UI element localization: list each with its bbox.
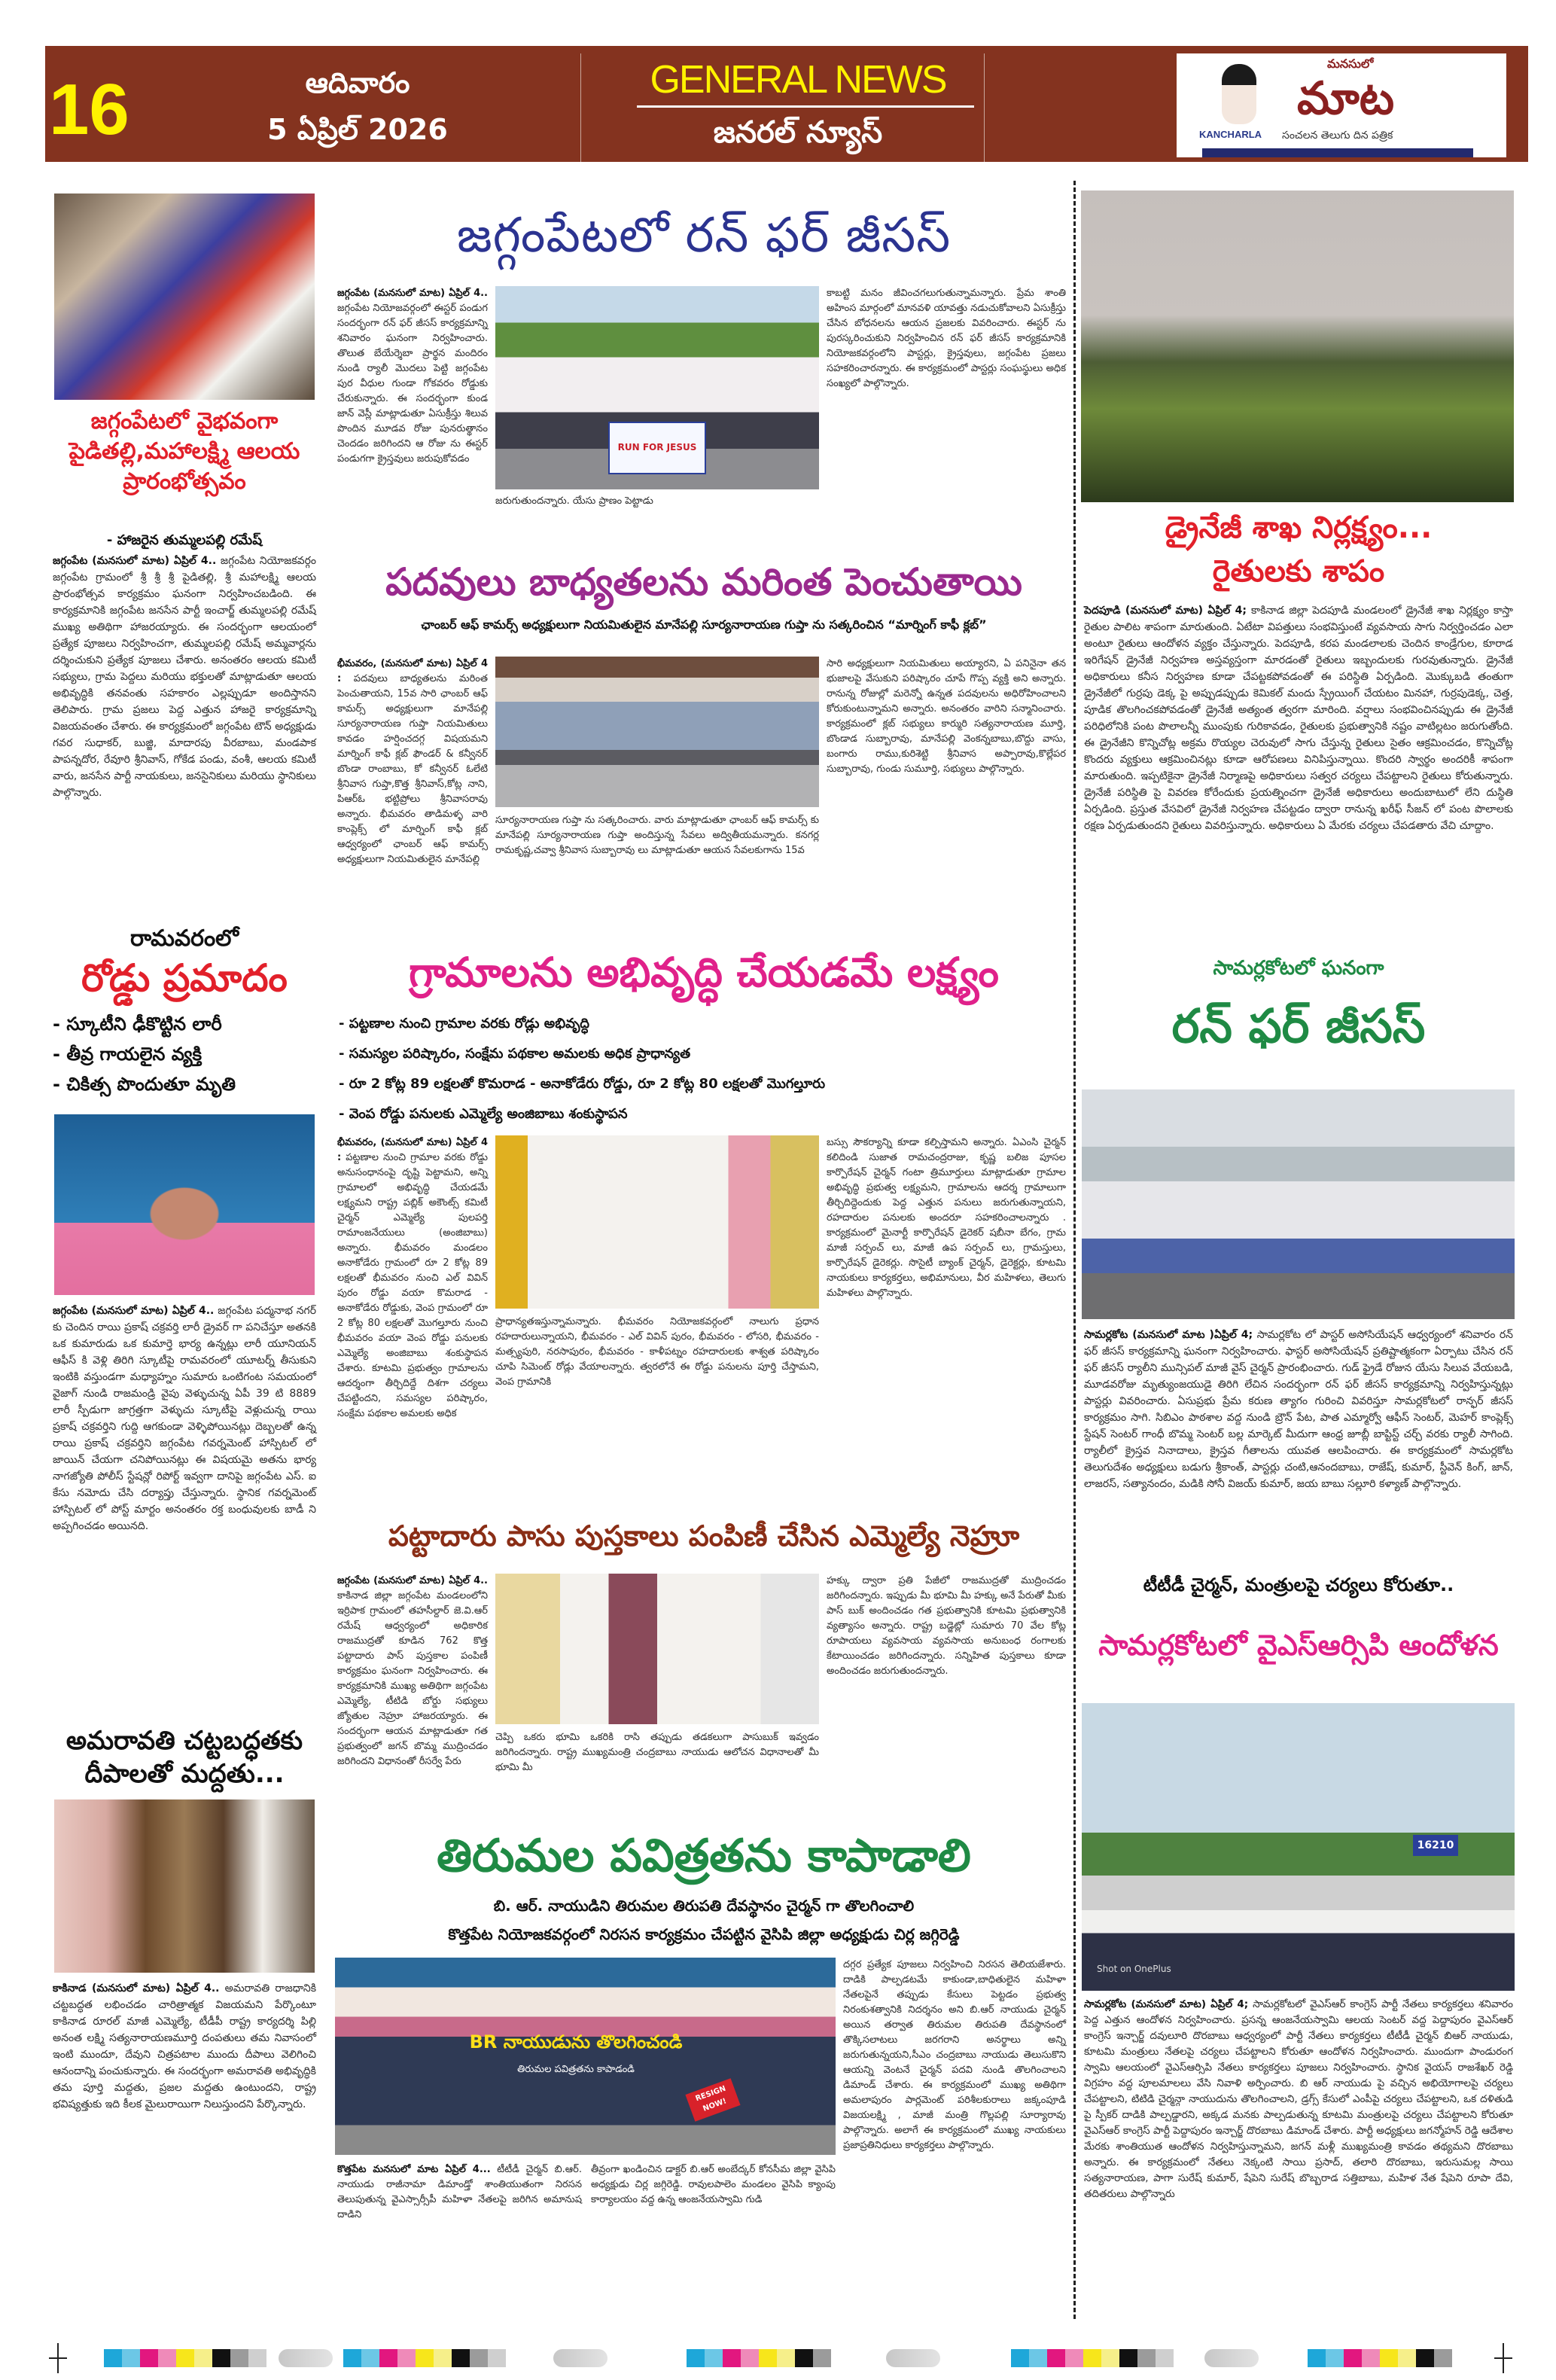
article-text: సామర్లకోటలో వైఎస్ఆర్ కాంగ్రెస్ పార్టీ నేతలు కార్యకర్తలు శనివారం పెద్ద ఎత్తున ఆందోళన నిర్వహించారు. ప్రసన్న ఆంజనేయస్వామి ఆలయ సెంటర్ వద్ద పెద్దాపురం వైఎస్ఆర్ కాంగ్రెస్ ఇన్చార్జ్ దవులూరి దొరబాబు ఆధ్వర్యంలో పార్టీ నేతలు కార్యకర్తలు టీటీడీ చైర్మన్ బిఆర్ నాయుడు, కూటమి మంత్రులు నేతలపై చర్యలు చేపట్టాలని కోరుతూ ఆందోళన నిర్వహించారు. ముందుగా పాండురంగ స్వామి ఆలయంలో వైఎస్ఆర్సిపి నేతలు కార్యకర్తలు పూజలు నిర్వహించారు. స్థానిక వైయస్ రాజశేఖర్ రెడ్డి విగ్రహం వద్ద పూలమాలలు వేసి నివాళి అర్పించారు. బి ఆర్ నాయుడు పై వచ్చిన అభియోగాలపై చర్యలు చేపట్టాలని, టిటిడి చైర్మన్గా నాయుదును తొలగించాలని, డ్రగ్స్ కేసులో ఎంపీపై చర్యలు చేపట్టాలని, ఒక దళితుడి పై స్పీకర్ దాడికి పాల్పడ్డారని, అక్కడ మనకు పాల్పడుతున్న కూటమి మంత్రులపై చర్యలు చేపట్టాలని కోరుతూ వైఎస్ఆర్ కాంగ్రెస్ పార్టీ పెద్దాపురం ఇన్చార్జ్ దొరబాబు డిమాండ్ చేశారు. పార్టీ అధ్యక్షులు జగన్మోహన్ రెడ్డి ఆదేశాల మేరకు శాంతియుత ఆందోళన నిర్వహిస్తున్నామని, జగన్ మళ్లీ ముఖ్యమంత్రి కావడం తథ్యమని దొరబాబు అన్నారు. ఈ కార్యక్రమంలో నేతలు నెక్కంటి సాయి ప్రసాద్, తలారి దొరబాబు, ఇరుసుమల్ల సాయి సత్యనారాయణ, పాగా సురేష్ కుమార్, షేపెని సురేష్ బొబ్బరాడ సత్తిబాబు, మహిళ నేత షేపెని రూపా దేవి, తదితరులు పాల్గొన్నారు [1084, 1998, 1513, 2200]
article-amaravati-body [53, 1980, 316, 2113]
article-text: కాకినాడ జిల్లా పెదపూడి మండలంలో డ్రైనేజీ శాఖ నిర్లక్ష్యం కాస్తా రైతుల పాలిట శాపంగా మారుతుంది. ఏటేటా విపత్తులు సంభవిస్తుంటే వ్యవసాయ సాగు నిర్వర్తించడం ఎలా అంటూ రైతులు ఆందోళన వ్యక్తం చేస్తున్నారు. పెదపూడి, కరప మండలాలకు చెందిన కాండ్రేగుల, కూరాడ ఇరిగేషన్ డ్రైనేజీ నిర్వహణ అస్తవ్యస్తంగా మారడంతో రైతులు ఇబ్బందులకు గురవుతున్నారు. డ్రైనేజీ అధికారులు కనీస నిర్వహణ కూడా చేపట్టకపోవడంతో ఈ పరిస్థితి ఏర్పడింది. మొక్కుబడి తంతుగా డ్రైనేజీలో గుర్రపు డెక్క పై అప్పుడప్పుడు కెమికల్ మందు స్ప్రేయింగ్ చేయటం మినహా, గుర్రపుడెక్క, చెత్త, పూడిక తొలగించకపోవడంతో డ్రైనేజీ అత్యంత త్వరగా మారింది. వర్షాలు సంభవించినప్పుడు ఈ డ్రైనేజీ పరిధిలోనికి పంట పొలాలన్నీ ముంపుకు గురికావడం, రైతులకు ప్రభుత్వానికి నష్టం వాటిల్లటం జరుగుతోంది. ఈ డ్రైనేజీని కొన్నిచోట్ల అక్రమ రొయ్యల చెరువులో సాగు చేస్తున్న రైతులు సైతం ఆక్రమించడం, కొన్నిచోట్ల కొందరు వ్యక్తులు ఆక్రమించినట్లు కూడా ఆరోపణలు వినిపిస్తున్నాయి. కొందరి స్వార్థం అందరికీ శాపంగా మారుతుంది. ఇప్పటికైనా డ్రైనేజీ నిర్మాణపై అధికారులు సత్వర చర్యలు చేపట్టాలని రైతులు కోరుతున్నారు. డ్రైనేజీ పరిస్థితి పై వివరణ కోరేందుకు ప్రయత్నించగా డ్రైనేజీ అధికారులు అందుబాటులో లేని దుస్థితి ఏర్పడింది. ప్రస్తుత వేసవిలో డ్రైనేజీ నిర్వహణ చేపట్టడం ద్వారా రానున్న ఖరీఫ్ సీజన్ లో పంట పొలాలకు రక్షణ ఏర్పడుతుందని రైతులు వివరిస్తున్నారు. అధికారులు ఏ మేరకు చర్యలు చేపడతారు వేచి చూద్దాం. [1084, 605, 1513, 832]
color-swatch [488, 2349, 506, 2367]
victim-portrait-photo [54, 1114, 315, 1295]
article-column: సారి అధ్యక్షులుగా నియమితులు అయ్యారని, ఏ పనినైనా తన భుజాలపై వేసుకుని పరిష్కారం చూపే గొప్ప వ్యక్తి అని అన్నారు. రానున్న రోజుల్లో మరెన్నో ఉన్నత పదవులను అధిరోహించాలని కోరుకుంటున్నామని అన్నారు. అనంతరం వారిని సన్మానించారు. కార్యక్రమంలో క్లబ్ సభ్యులు కార్మురి సత్యనారాయణ మూర్తి, బొండాడ సుబ్బారావు, మానేపల్లి వెంకన్నబాబు,బొద్దు వాసు, బంగారు రాము,కురిశెట్టి శ్రీనివాస అప్పారావు,కొల్లేపర సుబ్బారావు, గుండు సుమూర్తి, సభ్యులు పాల్గొన్నారు. [827, 658, 1066, 775]
color-swatch [230, 2349, 248, 2367]
ysrcp-protest-photo [1082, 1703, 1515, 1991]
article-text: పదవులు బాధ్యతలను మరింత పెంచుతాయని, 15వ సారి ఛాంబర్ ఆఫ్ కామర్స్ అధ్యక్షులుగా మానేపల్లి సూర్యనారాయణ గుప్తా నియమితులు కావడం హర్షించదగ్గ విషయమని మార్నింగ్ కాఫీ క్లబ్ ఫౌండర్ & కన్వీనర్ బొండా రాంబాబు, కో కన్వీనర్ ఓలేటి శ్రీనివాస గుప్తా,కొత్త శ్రీనివాస్,కోట్ల నాని, పిఆర్ఓ భట్టిప్రోలు శ్రీనివాసరావు అన్నారు. భీమవరం తాడిమళ్ళ వారి కాంప్లెక్స్ లో మార్నింగ్ కాఫీ క్లబ్ ఆధ్వర్యంలో ఛాంబర్ ఆఫ్ కామర్స్ అధ్యక్షులుగా నియమితులైన మానేపల్లి [337, 673, 488, 865]
headline-protect-tirumala: తిరుమల పవిత్రతను కాపాడాలి [437, 1830, 971, 1882]
color-registration-bar [343, 2349, 506, 2367]
protest-banner-title: BR నాయుడును తొలగించండి [469, 2031, 683, 2052]
dateline: జగ్గంపేట (మనసులో మాట) ఏప్రిల్ 4.. [337, 288, 488, 299]
article-column: కాబట్టి మనం జీవించగలుగుతున్నామన్నారు. ప్రేమ శాంతి అహింస మార్గంలో మానవళి యావత్తు నడుచుకోవాలని ఏసుక్రీస్తు చేసిన బోధనలను ఆయన ప్రజలకు వివరించారు. ఈస్టర్ ను పురస్కరించుకుని నిర్వహించిన రన్ ఫర్ జీసస్ కార్యక్రమానికి నియోజకవర్గంలోని పాస్టర్లు, క్రైస్తవులు, జగ్గంపేట ప్రజలు సహకరించారన్నారు. ఈ కార్యక్రమంలో పాస్టర్లు సంఘస్థులు అధిక సంఖ్యలో పాల్గొన్నారు. [827, 288, 1066, 389]
color-swatch [705, 2349, 723, 2367]
color-swatch [1434, 2349, 1452, 2367]
color-registration-bar [1011, 2349, 1174, 2367]
color-swatch [176, 2349, 194, 2367]
rally-photo [495, 286, 819, 489]
logo-tagline: సంచలన తెలుగు దిన పత్రిక [1282, 130, 1393, 142]
article-text: పట్టణాల నుంచి గ్రామాల వరకు రోడ్డు అనుసంధానంపై దృష్టి పెట్టామని, అన్ని గ్రామాలలో అభివృద్ధి చేయడమే లక్ష్యమని రాష్ట్ర పబ్లిక్ అకౌంట్స్ కమిటీ చైర్మన్ ఎమ్మెల్యే పులపర్తి రామాంజనేయులు (అంజిబాబు) అన్నారు. భీమవరం మండలం అనాకోడేరు గ్రామంలో రూ 2 కోట్ల 89 లక్షలతో భీమవరం నుంచి ఎల్ వివిన్ పురం రోడ్డు వయా కొమరాడ - అనాకోడేరు రోడ్డుకు, వెంప గ్రామంలో రూ 2 కోట్ల 80 లక్షలతో మొగల్తూరు నుంచి భీమవరం వయా వెంప రోడ్డు పనులకు ఎమ్మెల్యే అంజిబాబు శంకుస్థాపన చేశారు. కూటమి ప్రభుత్వం గ్రామాలను ఆదర్శంగా తీర్చిదిద్దే దిశగా చర్యలు చేపట్టిందని, సమస్యల పరిష్కారం, సంక్షేమ పథకాల అమలకు అధిక [337, 1152, 488, 1419]
print-gray-pill [1204, 2349, 1259, 2367]
dateline: జగ్గంపేట (మనసులో మాట) ఏప్రిల్ 4.. [53, 555, 217, 567]
color-swatch [212, 2349, 230, 2367]
color-swatch [416, 2349, 434, 2367]
color-swatch [343, 2349, 361, 2367]
article-column: జరుగుతుందన్నారు. యేసు ప్రాణం పెట్టాడు [495, 495, 653, 507]
deck-tirumala [331, 1891, 1076, 1949]
color-swatch [1362, 2349, 1380, 2367]
color-swatch [1326, 2349, 1344, 2367]
article-ysrcp-protest-body [1084, 1997, 1513, 2202]
drainage-field-photo [1081, 190, 1514, 502]
samarlakota-rally-photo [1082, 1089, 1515, 1319]
headline-road-accident: రోడ్డు ప్రమాదం [81, 956, 288, 1000]
foundation-stone-photo [495, 1135, 819, 1309]
founder-portrait-icon [1222, 64, 1256, 124]
bullet-item: - చికిత్స పొందుతూ మృతి [53, 1074, 236, 1095]
color-swatch [434, 2349, 452, 2367]
print-gray-pill [279, 2349, 333, 2367]
color-swatch [1011, 2349, 1029, 2367]
color-registration-bar [104, 2349, 266, 2367]
headline-pass-books-distribution: పట్టాదారు పాసు పుస్తకాలు పంపిణీ చేసిన ఎమ్మెల్యే నెహ్రూ [388, 1519, 1020, 1553]
kicker-ttd-chairman: టీటీడీ చైర్మన్, మంత్రులపై చర్యలు కోరుతూ.. [1143, 1574, 1454, 1595]
deck-line: కొత్తపేట నియోజకవర్గంలో నిరసన కార్యక్రమం చేపట్టిన వైసిపి జిల్లా అధ్యక్షుడు చిర్ల జగ్గిరెడ్డి [448, 1925, 960, 1943]
dateline: కాకినాడ (మనసులో మాట) ఏప్రిల్ 4.. [53, 1982, 220, 1995]
deck-line: బి. ఆర్. నాయుడిని తిరుమల తిరుపతి దేవస్థానం చైర్మన్ గా తొలగించాలి [493, 1897, 915, 1915]
print-gray-pill [553, 2349, 607, 2367]
headline-run-for-jesus-samarlakota: రన్ ఫర్ జీసస్ [1171, 998, 1426, 1053]
protest-banner-subtitle: తిరుమల పవిత్రతను కాపాడండి [517, 2064, 635, 2075]
section-title-telugu: జనరల్ న్యూస్ [713, 115, 883, 150]
bullet-list-village-development [339, 1009, 1076, 1129]
rally-banner: RUN FOR JESUS [608, 422, 706, 474]
article-column: బస్సు సౌకర్యాన్ని కూడా కల్పిస్తామని అన్నారు. ఏఎంసి చైర్మన్ కలిదిండి సుజాత రామచంద్రరాజు, కృష్ణ బలిజ పూసల కార్పొరేషన్ చైర్మన్ గంటా త్రిమూర్తులు మాట్లాడుతూ గ్రామాల అభివృద్ధి ప్రభుత్వ లక్ష్యమని, గ్రామాలను ఆదర్శ గ్రామాలుగా తీర్చిదిద్దెందుకు పెద్ద ఎత్తున పనులు జరుగుతున్నాయని, రహదారుల పనులకు అందరూ సహకరించాలన్నారు . కార్యక్రమంలో మైనార్టీ కార్పొరేషన్ డైరెకర్ షబీనా బేగం, గ్రామ మాజీ సర్పంచ్ లు, మాజీ ఉప సర్పంచ్ లు, గ్రామస్తులు, కార్పొరేషన్ డైరెకర్లు. సొసైటీ బ్యాంక్ చైర్మన్, డైరెక్టర్లు, కూటమి నాయకులు కార్యకర్తలు, అభిమానులు, వీర మహిళలు, తెలుగు మహిళలు పాల్గొన్నారు. [827, 1137, 1066, 1299]
color-swatch [723, 2349, 741, 2367]
color-swatch [379, 2349, 397, 2367]
dateline: కొత్తపేట మనసులో మాట ఏప్రిల్ 4... [337, 2164, 491, 2175]
headline-drainage-negligence [1084, 506, 1513, 593]
logo-main-text: మాట [1297, 72, 1395, 125]
headline-line: డ్రైనేజీ శాఖ నిర్లక్ష్యం... [1165, 510, 1433, 545]
registration-cross-mark [49, 2343, 67, 2373]
headline-village-development: గ్రామాలను అభివృద్ధి చేయడమే లక్ష్యం [409, 949, 999, 996]
article-text: జగ్గంపేట నియోజకవర్గం జగ్గంపేట గ్రామంలో శ్రీ శ్రీ శ్రీ పైడితల్లి, శ్రీ మహాలక్ష్మి ఆలయ ప్రారంభోత్సవ కార్యక్రమం ఘనంగా నిర్వహించబడింది. ఈ కార్యక్రమానికి జగ్గంపేట జనసేన పార్టీ ఇంచార్జ్ తుమ్మలపల్లి రమేష్ ముఖ్య అతిథిగా హాజరయ్యారు. ఈ సందర్భంగా ఆలయంలో ప్రత్యేక పూజలు నిర్వహించగా, తుమ్మలపల్లి రమేష్ అమ్మవార్లను దర్శించుకుని ప్రత్యేక పూజలు చేశారు. అనంతరం ఆలయ కమిటీ సభ్యులు, గ్రామ పెద్దలు మరియు భక్తులతో మాట్లాడుతూ ఆలయ అభివృద్ధికి తనవంతు సహకారం ఎల్లప్పుడూ అందిస్తానని తెలిపారు. గ్రామ ప్రజలు పెద్ద ఎత్తున హాజరై కార్యక్రమాన్ని విజయవంతం చేశారు. ఈ కార్యక్రమంలో జగ్గంపేట టౌన్ అధ్యక్షుడు గవర సుధాకర్, బుజ్జి, మాదారపు వీరబాబు, మండపాక పాపన్నదోర, రేవూరి శ్రీనివాస్, గోకేడ పండు, వంశీ, ఆలయ కమిటీ వారు, జనసేన పార్టీ నాయకులు, జనసైనికులు మరియు స్థానికులు పాల్గొన్నారు. [53, 555, 317, 799]
lamp-lighting-photo [54, 1799, 315, 1973]
color-swatch [470, 2349, 488, 2367]
headline-positions-responsibilities: పదవులు బాధ్యతలను మరింత పెంచుతాయి [385, 560, 1022, 604]
bullet-item: - స్కూటీని ఢీకొట్టిన లారీ [53, 1013, 222, 1035]
color-swatch [1308, 2349, 1326, 2367]
dateline: సామర్లకోట (మనసులో మాట )ఏప్రిల్ 4; [1084, 1329, 1253, 1341]
masthead-day: ఆదివారం [305, 66, 410, 99]
newspaper-logo [1177, 53, 1506, 157]
column-divider [1073, 181, 1076, 2319]
color-swatch [104, 2349, 122, 2367]
logo-small-text: మనసులో [1327, 56, 1374, 71]
article-column: తీవ్రంగా ఖండించిన డాక్టర్ బి.ఆర్ అంబేద్కర్ కోనసీమ జిల్లా వైసిపి అధ్యక్షుడు చిర్ల జగ్గిరెడ్డి. రావులపాలెం మండలం వైసిపి క్యాంపు కార్యాలయం వద్ద ఉన్న ఆంజనేయస్వామి గుడి [591, 2164, 836, 2205]
color-swatch [452, 2349, 470, 2367]
logo-founder-name: KANCHARLA [1199, 129, 1262, 140]
article-column: సూర్యనారాయణ గుప్తా ను సత్కరించారు. వారు మాట్లాడుతూ ఛాంబర్ ఆఫ్ కామర్స్ కు మానేపల్లి సూర్యనారాయణ గుప్తా అందిస్తున్న సేవలు అద్వితీయమన్నారు. కనగర్ల రామకృష్ణ,చవ్వా శ్రీనివాస సుబ్బారావు లు మాట్లాడుతూ ఆయన సేవలకుగాను 15వ [495, 815, 819, 856]
color-registration-bar [687, 2349, 831, 2367]
billboard-number: 16210 [1413, 1835, 1458, 1856]
article-column [337, 286, 488, 467]
camera-watermark: Shot on OnePlus [1097, 1964, 1171, 1974]
color-swatch [1083, 2349, 1101, 2367]
bullet-item: - సమస్యల పరిష్కారం, సంక్షేమ పథకాల అమలకు అధిక ప్రాధాన్యత [339, 1046, 691, 1062]
section-title-rule [637, 105, 974, 108]
color-swatch [1344, 2349, 1362, 2367]
masthead-date: 5 ఏప్రిల్ 2026 [267, 113, 448, 146]
color-swatch [795, 2349, 813, 2367]
kicker-road-accident: రామవరంలో [129, 925, 239, 952]
subhead-temple: - హాజరైన తుమ్మలపల్లి రమేష్ [106, 532, 263, 548]
article-text: జగ్గంపేట పద్మనాభ నగర్ కు చెందిన రాయి ప్రకాష్ చక్రవర్తి లారీ డ్రైవర్ గా పనిచేస్తూ అతనకి ఒక కుమారుడు ఒక కుమార్తె భార్య ఉన్నట్లు లారీ యూనియన్ ఆఫీస్ కి వెళ్లి తిరిగి స్కూటీపై రామవరంలో యూటర్న్ తీసుకుని ఇంటికి వస్తుండగా మధ్యాహ్నం సుమారు ఒంటిగంట సమయంలో వైజాగ్ నుండి రాజమండ్రి వైపు వెళ్ళుచున్న ఏపీ 39 టి 8889 లారీ స్పీడుగా జాగ్రత్తగా వెళ్ళుచు స్కూటీపై వెళ్లుచున్న రాయి ప్రకాష్ చక్రవర్తిని గుద్ది ఆగకుండా వెళ్ళిపోయినట్లు దెబ్బలతో ఉన్న రాయి ప్రకాష్ చక్రవర్తిని జగ్గంపేట గవర్నమెంట్ హాస్పిటల్ లో జాయిన్ చేయగా చనిపోయినట్లు ఈ విషయమై అతను భార్య నాగజ్యోతి పోలీస్ స్టేషన్లో రిపోర్ట్ ఇవ్వగా దానిపై జగ్గంపేట ఎస్. ఐ కేసు నమోదు చేసి దర్యాప్తు చేస్తున్నారు. స్థానిక గవర్నమెంట్ హాస్పిటల్ లో పోస్ట్ మార్టం అనంతరం రక్త బంధువులకు బాడీ ని అప్పగించడం అయినది. [53, 1305, 317, 1532]
color-swatch [1119, 2349, 1137, 2367]
color-swatch [248, 2349, 266, 2367]
headline-run-for-jesus-jaggampeta: జగ్గంపేటలో రన్ ఫర్ జీసస్ [456, 208, 952, 264]
headline-ysrcp-protest: సామర్లకోటలో వైఎస్ఆర్సిపి ఆందోళన [1098, 1629, 1499, 1662]
article-text: అమరావతి రాజధానికి చట్టబద్ధత లభించడం చారిత్రాత్మక విజయమని పేర్కొంటూ కాకినాడ రూరల్ మాజీ ఎమ్మెల్యే, టీడీపీ రాష్ట్ర కార్యదర్శి పిల్లి అనంత లక్ష్మి సత్యనారాయణమూర్తి దంపతులు తమ నివాసంలో ఇంటి ముందూ, దేవుని చిత్రపటాల ముందు దీపాలు వెలిగించి ఆనందాన్ని పంచుకున్నారు. ఈ సందర్భంగా అమరావతి అభివృద్ధికి తమ పూర్తి మద్దతు, ప్రజల మద్దతు ఉంటుందని, రాష్ట్ర భవిష్యత్తుకు ఇది కీలక మైలురాయిగా నిలుస్తుందని పేర్కొన్నారు. [53, 1982, 316, 2110]
article-text: కాకినాడ జిల్లా జగ్గంపేట మండలంలోని ఇర్రిపాక గ్రామంలో తహసీల్దార్ జె.వి.ఆర్ రమేష్ ఆధ్వర్యంలో అధికారిక రాజముద్రతో కూడిన 762 కొత్త పట్టాదారు పాస్ పుస్తకాల పంపిణీ కార్యక్రమం ఘనంగా నిర్వహించారు. ఈ కార్యక్రమానికి ముఖ్య అతిథిగా జగ్గంపేట ఎమ్మెల్యే, టీటిడి బోర్డు సభ్యులు జ్యోతుల నెహ్రూ హాజరయ్యారు. ఈ సందర్భంగా ఆయన మాట్లాడుతూ గత ప్రభుత్వంలో జగన్ బొమ్మ ముద్రించడం జరిగిందని విధానంతో రీసర్వే పేరు [337, 1590, 488, 1767]
article-road-accident-body [53, 1303, 316, 1534]
headline-temple-inauguration: జగ్గంపేటలో వైభవంగా పైడితల్లి,మహాలక్ష్మి ఆలయ ప్రారంభోత్సవం [69, 408, 300, 495]
logo-underline-bar [1202, 148, 1473, 157]
color-swatch [1416, 2349, 1434, 2367]
article-temple-body [53, 553, 316, 801]
print-gray-pill [886, 2349, 940, 2367]
color-swatch [741, 2349, 759, 2367]
article-text: టీటీడీ చైర్మన్ బి.ఆర్. నాయుడు రాజీనామా డిమాండ్తో శాంతియుతంగా నిరసన తెలుపుతున్న వైఎస్సార్సీపీ మహిళా నేతలపై జరిగిన అమానుష దాడిని [337, 2164, 582, 2220]
section-title-english: GENERAL NEWS [650, 58, 946, 102]
color-swatch [759, 2349, 777, 2367]
article-column: దగ్గర ప్రత్యేక పూజలు నిర్వహించి నిరసన తెలియజేశారు. దాడికి పాల్పడటమే కాకుండా,బాధితులైన మహిళా నేతలపైనే తప్పుడు కేసులు పెట్టడం ప్రభుత్వ నిరంకుశత్వానికి నిదర్శనం అని బి.ఆర్ నాయుడు చైర్మన్ అయిన తర్వాత తిరుమల తిరుపతి దేవస్థానంలో తొక్కిసలాటలు జరగరాని అనర్థాలు అన్ని జరుగుతున్నయని,సీఎం చంద్రబాబు నాయుడు తెలుసుకొని ఆయన్ని వెంటనే చైర్మన్ పదవి నుండి తొలగించాలని డిమాండ్ చేశారు. ఈ కార్యక్రమంలో ముఖ్య అతిథిగా అమలాపురం పార్లమెంట్ పరిశీలకురాలు జక్కంపూడి విజయలక్ష్మి , మాజీ మంత్రి గొల్లపల్లి సూర్యారావు పాల్గొన్నారు. అలాగే ఈ కార్యక్రమంలో ముఖ్య నాయకులు ప్రజాప్రతినిధులు కార్యకర్తలు పాల్గొన్నారు. [843, 1959, 1066, 2151]
color-swatch [361, 2349, 379, 2367]
color-swatch [1380, 2349, 1398, 2367]
bullet-item: - రూ 2 కోట్ల 89 లక్షలతో కొమరాడ - అనాకోడేరు రోడ్డు, రూ 2 కోట్ల 80 లక్షలతో మొగల్తూరు [339, 1076, 826, 1092]
dateline: భీమవరం, (మనసులో మాట) ఏప్రిల్ 4 : [337, 1137, 488, 1163]
bullet-item: - తీవ్ర గాయలైన వ్యక్తి [53, 1044, 202, 1065]
article-column: చెప్పి ఒకరు భూమి ఒకరికి రాసి తప్పుడు తడకలుగా పాసుబుక్ ఇవ్వడం జరిగిందన్నారు. రాష్ట్ర ముఖ్యమంత్రి చంద్రబాబు నాయుడు ఆలోచన విధానాలతో మీ భూమి మీ [495, 1732, 819, 1773]
masthead-divider [580, 53, 581, 162]
color-swatch [1029, 2349, 1047, 2367]
headline-line: రైతులకు శాపం [1212, 554, 1385, 589]
page-number: 16 [49, 69, 129, 150]
resign-now-badge: RESIGN NOW! [685, 2078, 740, 2122]
color-swatch [1065, 2349, 1083, 2367]
dateline: జగ్గంపేట (మనసులో మాట) ఏప్రిల్ 4.. [53, 1305, 215, 1317]
color-swatch [194, 2349, 212, 2367]
headline-amaravati-support: అమరావతి చట్టబద్ధతకు దీపాలతో మద్దతు... [65, 1726, 303, 1789]
color-swatch [1398, 2349, 1416, 2367]
color-registration-bar [1308, 2349, 1452, 2367]
bullet-item: - పట్టణాల నుంచి గ్రామాల వరకు రోడ్లు అభివృద్ధి [339, 1016, 589, 1032]
kicker-samarlakota-run: సామర్లకోటలో ఘనంగా [1213, 957, 1384, 980]
color-swatch [140, 2349, 158, 2367]
registration-cross-mark [1494, 2343, 1512, 2373]
article-column [337, 2162, 582, 2223]
temple-photo [54, 194, 315, 400]
color-swatch [813, 2349, 831, 2367]
color-swatch [1156, 2349, 1174, 2367]
article-text: సామర్లకోట లో పాస్టర్ అసోసియేషన్ ఆధ్వర్యంలో శనివారం రన్ ఫర్ జీసస్ కార్యక్రమాన్ని ఘనంగా నిర్వహించారు. ఫాస్టర్ అసోసియేషన్ ప్రతిష్టాత్మకంగా ఏర్పాటు చేసిన రన్ ఫర్ జీసస్ ర్యాలీని మున్సిపల్ మాజీ వైస్ చైర్మన్ ప్రారంభించారు. గుడ్ ఫ్రైడే రోజున యేసు సిలువ వేయబడి, మూడవరోజు మృత్యుంజయుడై తిరిగి లేచిన సందర్భంగా రన్ ఫర్ జీసస్ కార్యక్రమాన్ని నిర్వహిస్తున్నట్లు పాస్టర్లు వివరించారు. ఏసుప్రభు ప్రేమ కరుణ త్యాగం గురించి వివరిస్తూ సామర్లకోటలో రాన్ఫర్ జీసస్ కార్యక్రమం సాగి. సిబిఎం పాఠశాల వద్ద నుండి బ్రౌన్ పేట, పాత ఎమ్మార్వో ఆఫీస్ సెంటర్, మెహర్ కాంప్లెక్స్ స్టేషన్ సెంటర్ గాంధీ బొమ్మ సెంటర్ బల్ల మార్కెట్ మీదుగా ఆంధ్ర జూబ్లీ బాప్టిస్ట్ చర్చ్ వరకు ర్యాలీ సాగింది. ర్యాలీలో క్రైస్తవ నినాదాలు, క్రైస్తవ గీతాలను యువత ఆలపించారు. ఈ కార్యక్రమంలో సామర్లకోట తెలుగుదేశం అధ్యక్షులు బడుగు శ్రీకాంత్, పాస్టర్లు చంటి,ఆనందబాబు, రాజేష్, కుమార్, స్టీవెన్ కింగ్, జాన్, లాజరస్, సత్యానందం, మడికి సోనీ విజయ్ కుమార్, జయ బాబు సల్లూరి కళ్యాణ్ పాల్గొన్నారు. [1084, 1329, 1513, 1490]
dateline: భీమవరం, (మనసులో మాట) ఏప్రిల్ 4 : [337, 658, 488, 684]
bullet-item: - వెంప రోడ్డు పనులకు ఎమ్మెల్యే అంజిబాబు శంకుస్థాపన [339, 1106, 628, 1122]
masthead-divider [984, 53, 985, 162]
article-samarlakota-run-body [1084, 1327, 1513, 1492]
article-column [337, 1574, 488, 1769]
article-drainage-body [1084, 602, 1513, 834]
article-column [337, 1135, 488, 1422]
dateline: పెదపూడి (మనసులో మాట) ఏప్రిల్ 4; [1084, 605, 1247, 617]
color-swatch [1047, 2349, 1065, 2367]
pass-book-distribution-photo [495, 1574, 819, 1724]
color-swatch [777, 2349, 795, 2367]
color-swatch [158, 2349, 176, 2367]
color-swatch [687, 2349, 705, 2367]
kothapeta-protest-photo [335, 1958, 836, 2155]
article-column: ప్రాధాన్యతఇస్తున్నామన్నారు. భీమవరం నియోజకవర్గంలో నాలుగు ప్రధాన రహదారులున్నాయని, భీమవరం - ఎల్ వివిన్ పురం, భీమవరం - లోసరి, భీమవరం - మత్స్యపురి, నరసాపురం, భీమవరం - కాళీపట్నం రహదారులకు శాశ్వత పరిష్కారం చూపి సిమెంట్ రోడ్లు వేయాలన్నారు. త్వరలోనే ఈ రోడ్డు పనులను పూర్తి చేస్తామని, వెంప గ్రామానికి [495, 1316, 819, 1388]
article-column [337, 657, 488, 867]
deck-morning-coffee-club: ఛాంబర్ ఆఫ్ కామర్స్ అధ్యక్షులుగా నియమితులైన మానేపల్లి సూర్యనారాయణ గుప్తా ను సత్కరించిన “మార్నింగ్ కాఫీ క్లబ్” [421, 617, 987, 632]
coffee-club-group-photo [495, 657, 819, 807]
article-column: హక్కు ద్వారా ప్రతి పేజీలో రాజముద్రతో ముద్రించడం జరిగిందన్నారు. ఇప్పుడు మీ భూమి మీ హక్కు అనే పేరుతో మీకు పాస్ బుక్ అందించడం గత ప్రభుత్వానికి కూటమి ప్రభుత్వానికి వ్యత్యాసం అన్నారు. రాష్ట్ర బడ్జెట్లో సుమారు 70 వేల కోట్ల రూపాయలు వ్యవసాయ వ్యవసాయ అనుబంధ రంగాలకు కేటాయించడం జరిగిందన్నారు. సన్నిహిత పుస్తకాలు కూడా అందించడం జరుగుతుందన్నారు. [827, 1575, 1066, 1677]
bullet-list-road-accident [53, 1009, 316, 1099]
color-swatch [1137, 2349, 1156, 2367]
dateline: సామర్లకోట (మనసులో మాట) ఏప్రిల్ 4; [1084, 1998, 1249, 2010]
color-swatch [122, 2349, 140, 2367]
dateline: జగ్గంపేట (మనసులో మాట) ఏప్రిల్ 4.. [337, 1575, 488, 1586]
color-swatch [1101, 2349, 1119, 2367]
color-swatch [397, 2349, 416, 2367]
article-text: జగ్గంపేట నియోజవర్గంలో ఈస్టర్ పండుగ సందర్భంగా రన్ ఫర్ జీసస్ కార్యక్రమాన్ని శనివారం ఘనంగా నిర్వహించారు. తొలుత బేయేర్శెబా ప్రార్థన మందిరం నుండి ర్యాలీ మొదలు పెట్టి జగ్గంపేట పుర వీధుల గుండా గోకవరం రోడ్డుకు చేరుకున్నారు. ఈ సందర్భంగా కుండ జాన్ వెస్లీ మాట్లాడుతూ ఏసుక్రీస్తు శిలువ పొందిన మూడవ రోజు పునరుత్థానం చెందడం జరిగిందని ఆ రోజు ను ఈస్టర్ పండుగగా క్రైస్తవులు జరుపుకోవడం [337, 303, 488, 465]
